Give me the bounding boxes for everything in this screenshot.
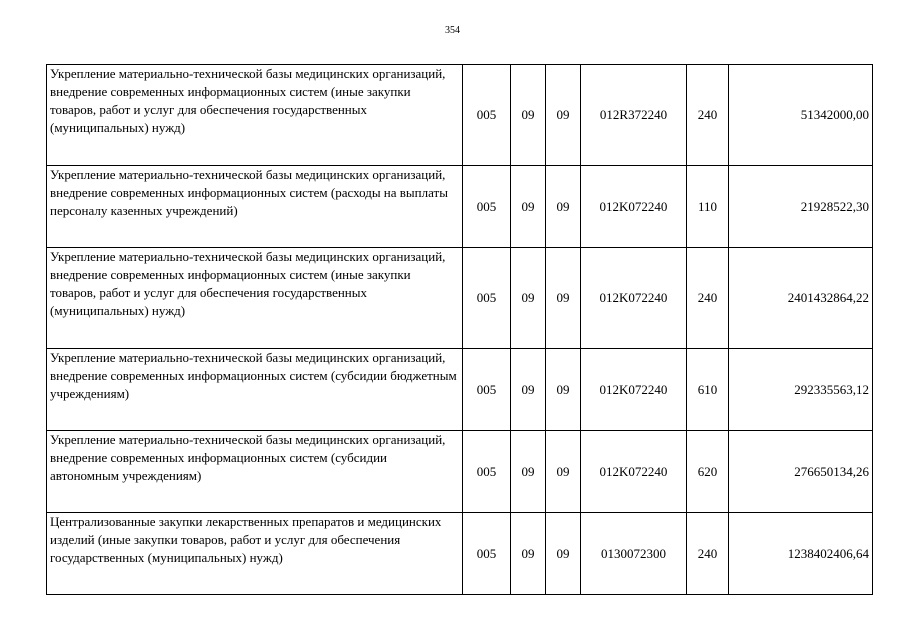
- row-amount: 51342000,00: [729, 65, 873, 166]
- table-row: [47, 65, 873, 166]
- row-section: 09: [511, 166, 546, 248]
- row-amount: 292335563,12: [729, 349, 873, 431]
- row-target-article: 012K072240: [581, 349, 687, 431]
- row-expense-type: 240: [687, 248, 729, 349]
- row-target-article: 0130072300: [581, 513, 687, 595]
- page-number: 354: [445, 25, 460, 36]
- row-expense-type: 240: [687, 513, 729, 595]
- row-target-article: 012K072240: [581, 166, 687, 248]
- row-amount: 2401432864,22: [729, 248, 873, 349]
- row-amount: 276650134,26: [729, 431, 873, 513]
- row-description: Централизованные закупки лекарственных препаратов и медицинских изделий (иные закупки товаров, работ и услуг для обеспечения государственных (муниципальных) нужд): [47, 513, 463, 595]
- row-target-article: 012K072240: [581, 248, 687, 349]
- table-row: [47, 513, 873, 595]
- row-section: 09: [511, 349, 546, 431]
- row-section: 09: [511, 65, 546, 166]
- row-amount: 1238402406,64: [729, 513, 873, 595]
- row-description: Укрепление материально-технической базы медицинских организаций, внедрение современных информационных систем (субсидии бюджетным учреждениям): [47, 349, 463, 431]
- row-subsection: 09: [546, 513, 581, 595]
- row-description: Укрепление материально-технической базы медицинских организаций, внедрение современных информационных систем (иные закупки товаров, работ и услуг для обеспечения государственных (муниципальных) нужд): [47, 65, 463, 166]
- budget-table: [46, 64, 873, 595]
- row-subsection: 09: [546, 431, 581, 513]
- row-section: 09: [511, 248, 546, 349]
- row-subsection: 09: [546, 65, 581, 166]
- table-row: [47, 248, 873, 349]
- row-expense-type: 610: [687, 349, 729, 431]
- row-subsection: 09: [546, 166, 581, 248]
- row-description: Укрепление материально-технической базы медицинских организаций, внедрение современных информационных систем (расходы на выплаты персоналу казенных учреждений): [47, 166, 463, 248]
- row-code: 005: [463, 431, 511, 513]
- row-target-article: 012R372240: [581, 65, 687, 166]
- row-expense-type: 240: [687, 65, 729, 166]
- row-description: Укрепление материально-технической базы медицинских организаций, внедрение современных информационных систем (иные закупки товаров, работ и услуг для обеспечения государственных (муниципальных) нужд): [47, 248, 463, 349]
- row-code: 005: [463, 65, 511, 166]
- row-subsection: 09: [546, 248, 581, 349]
- row-amount: 21928522,30: [729, 166, 873, 248]
- table-row: [47, 431, 873, 513]
- row-code: 005: [463, 349, 511, 431]
- row-target-article: 012K072240: [581, 431, 687, 513]
- table-row: [47, 349, 873, 431]
- row-section: 09: [511, 513, 546, 595]
- row-code: 005: [463, 513, 511, 595]
- row-expense-type: 620: [687, 431, 729, 513]
- row-code: 005: [463, 248, 511, 349]
- row-subsection: 09: [546, 349, 581, 431]
- row-description: Укрепление материально-технической базы медицинских организаций, внедрение современных информационных систем (субсидии автономным учреждениям): [47, 431, 463, 513]
- table-row: [47, 166, 873, 248]
- row-expense-type: 110: [687, 166, 729, 248]
- row-section: 09: [511, 431, 546, 513]
- row-code: 005: [463, 166, 511, 248]
